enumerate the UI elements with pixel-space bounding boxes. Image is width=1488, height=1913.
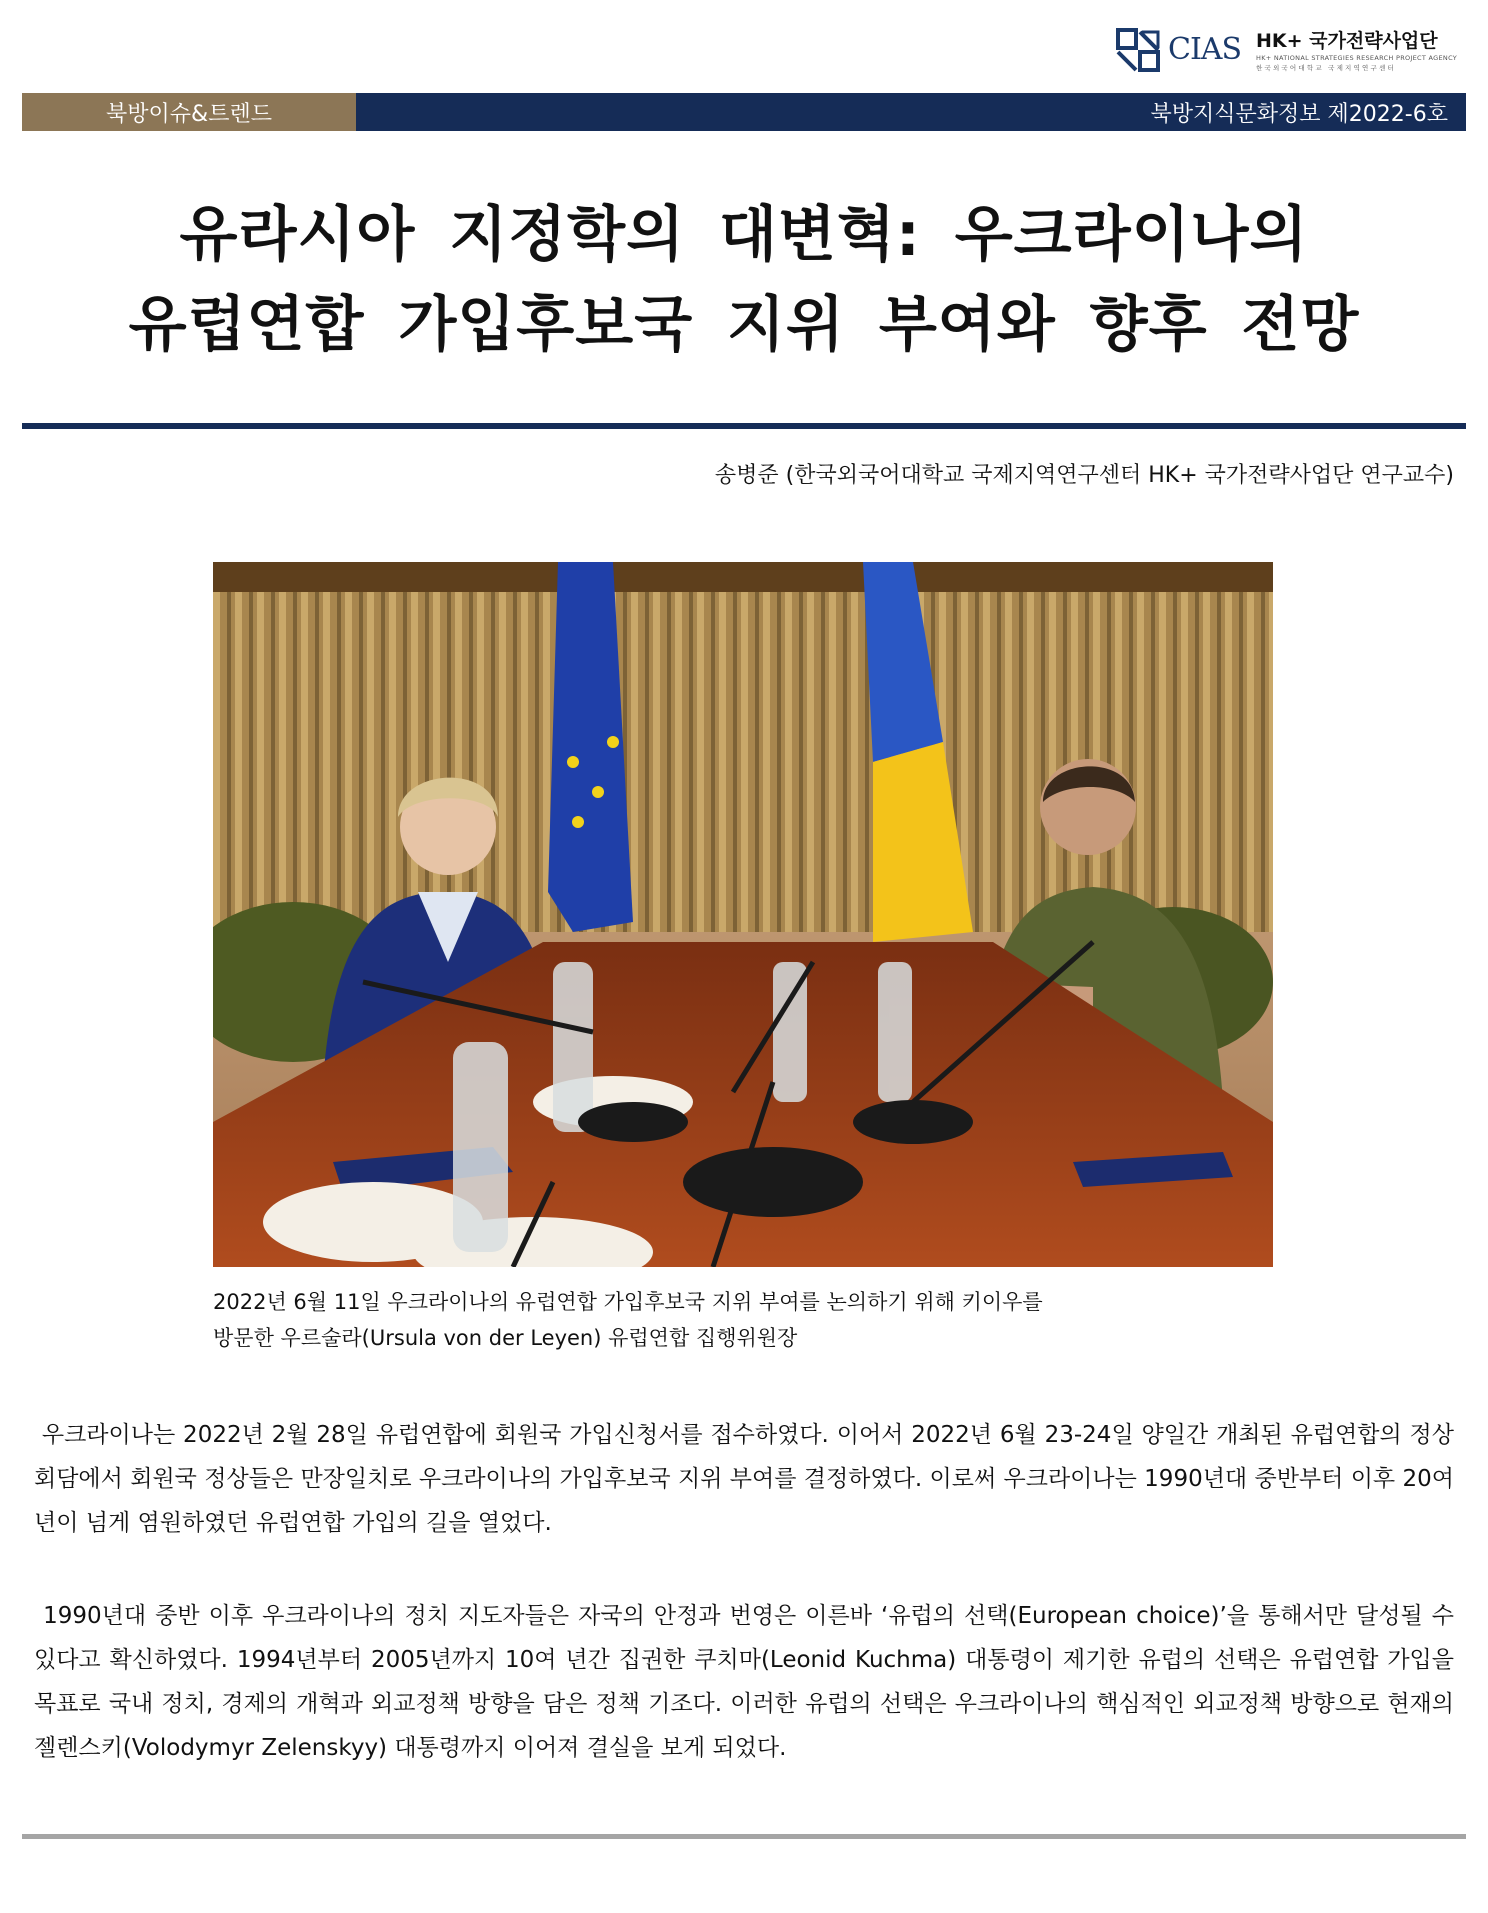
logo-title: HK+ 국가전략사업단 <box>1256 30 1438 52</box>
category-label: 북방이슈&트렌드 <box>22 93 356 131</box>
header-band <box>22 93 1466 131</box>
logo-subtitle-ko: 한국외국어대학교 국제지역연구센터 <box>1256 64 1396 72</box>
title-divider <box>22 423 1466 429</box>
cias-emblem-icon <box>1116 28 1160 72</box>
issue-label: 북방지식문화정보 제2022-6호 <box>356 93 1466 131</box>
logo-subtitle-en: HK+ NATIONAL STRATEGIES RESEARCH PROJECT AGENCY <box>1256 54 1458 62</box>
cias-logo <box>1116 26 1456 74</box>
caption-line-1: 2022년 6월 11일 우크라이나의 유럽연합 가입후보국 지위 부여를 논의하기 위해 키이우를 <box>213 1290 1043 1314</box>
title-line-1: 유라시아 지정학의 대변혁: 우크라이나의 <box>179 200 1309 270</box>
body-paragraph-2: 1990년대 중반 이후 우크라이나의 정치 지도자들은 자국의 안정과 번영은 이른바 ‘유럽의 선택(European choice)’을 통해서만 달성될 수 있다고 확신하였다. 1994년부터 2005년까지 10여 년간 집권한 쿠치마(Leonid Kuchma) 대통령이 제기한 유럽의 선택은 유럽연합 가입을 목표로 국내 정치, 경제의 개혁과 외교정책 방향을 담은 정책 기조다. 이러한 유럽의 선택은 우크라이나의 핵심적인 외교정책 방향으로 현재의 젤렌스키(Volodymyr Zelenskyy) 대통령까지 이어져 결실을 보게 되었다. <box>34 1603 1454 1761</box>
caption-line-2: 방문한 우르술라(Ursula von der Leyen) 유럽연합 집행위원장 <box>213 1326 798 1350</box>
author-byline: 송병준 (한국외국어대학교 국제지역연구센터 HK+ 국가전략사업단 연구교수) <box>714 463 1454 488</box>
photo-caption <box>213 1284 1273 1356</box>
meeting-photo <box>213 562 1273 1267</box>
article-title <box>22 190 1466 370</box>
body-paragraph-1: 우크라이나는 2022년 2월 28일 유럽연합에 회원국 가입신청서를 접수하였다. 이어서 2022년 6월 23-24일 양일간 개최된 유럽연합의 정상회담에서 회원국 정상들은 만장일치로 우크라이나의 가입후보국 지위 부여를 결정하였다. 이로써 우크라이나는 1990년대 중반부터 이후 20여 년이 넘게 염원하였던 유럽연합 가입의 길을 열었다. <box>34 1422 1454 1536</box>
title-line-2: 유럽연합 가입후보국 지위 부여와 향후 전망 <box>128 290 1360 360</box>
footer-divider <box>22 1834 1466 1839</box>
logo-wordmark: CIAS <box>1168 32 1242 67</box>
